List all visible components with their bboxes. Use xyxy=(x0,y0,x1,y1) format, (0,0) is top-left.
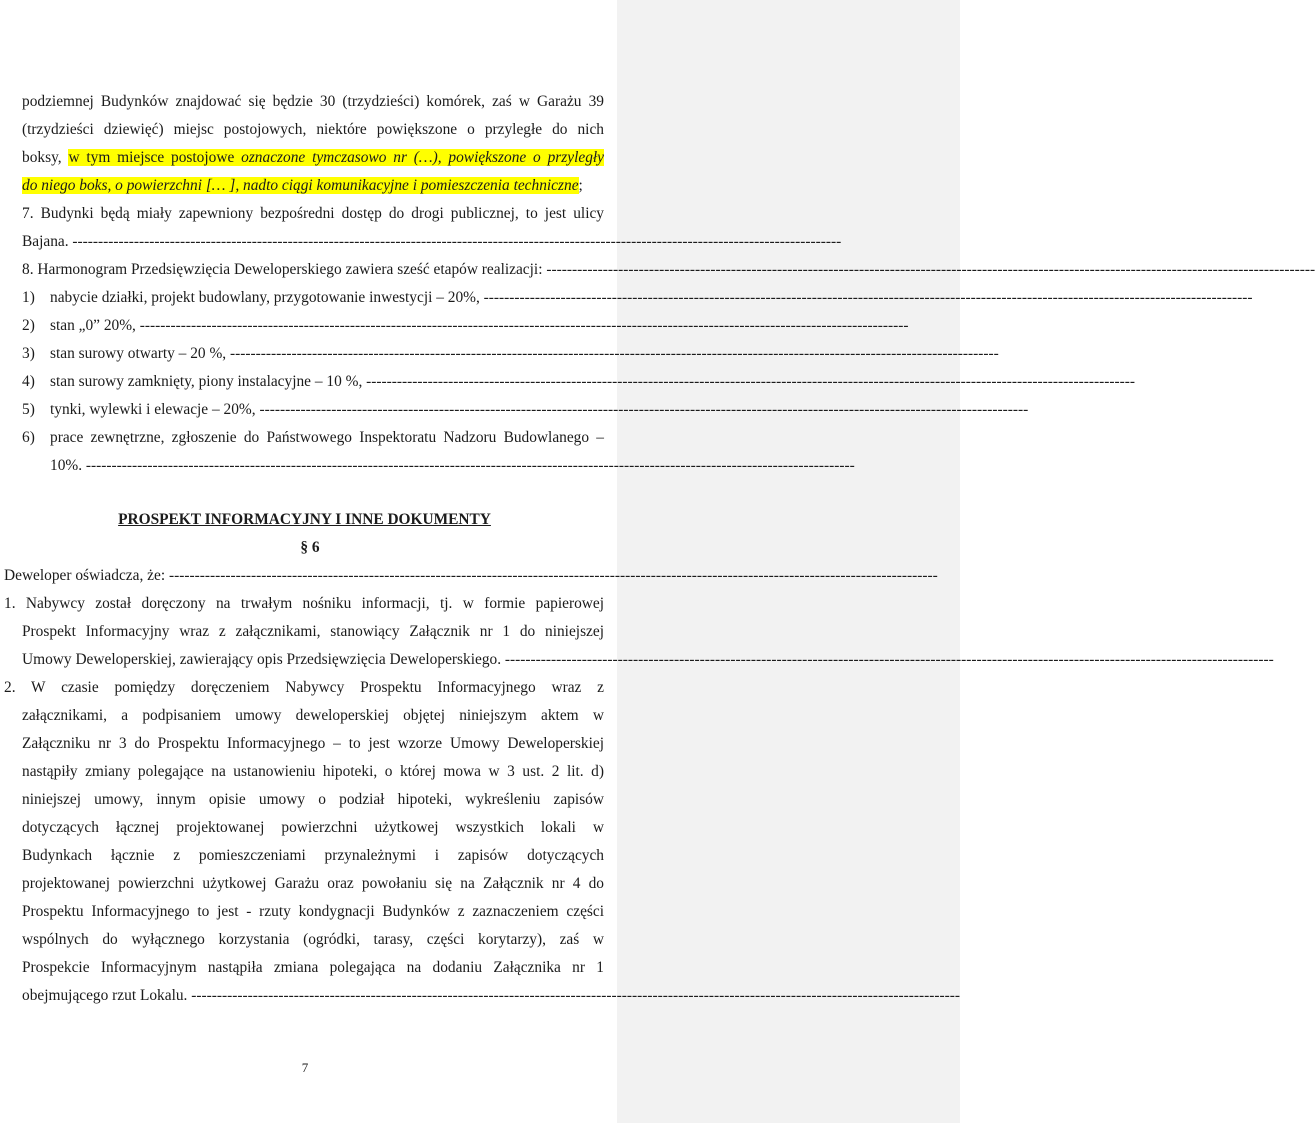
schedule-item: 4) stan surowy zamknięty, piony instalacyjne – 10 %, ------------------------------------------------------------------------------------------------------------------------------------------------------ xyxy=(22,370,604,394)
highlighted-italic-text: do niego boks, o powierzchni [… ], nadto ciągi komunikacyjne i pomieszczenia techniczne xyxy=(22,177,579,194)
text-line: wspólnych do wyłącznego korzystania (ogródki, tarasy, części korytarzy), zaś w xyxy=(22,931,604,948)
text-line: boksy, w tym miejsce postojowe oznaczone tymczasowo nr (…), powiększone o przyległy xyxy=(22,149,604,166)
schedule-item: 3) stan surowy otwarty – 20 %, ------------------------------------------------------------------------------------------------------------------------------------------------------ xyxy=(22,342,604,366)
dash-filler: ------------------------------------------------------------------------------------------------------------------------------------------------------ xyxy=(362,373,1135,390)
text-line: 2. W czasie pomiędzy doręczeniem Nabywcy Prospektu Informacyjnego wraz z xyxy=(4,679,604,696)
dash-filler: ------------------------------------------------------------------------------------------------------------------------------------------------------ xyxy=(68,233,842,250)
text-line: Prospekcie Informacyjnym nastąpiła zmiana polegająca na dodaniu Załącznika nr 1 xyxy=(22,959,604,976)
section-lead: Deweloper oświadcza, że: ------------------------------------------------------------------------------------------------------------------------------------------------------ xyxy=(4,564,604,588)
dash-filler: ------------------------------------------------------------------------------------------------------------------------------------------------------ xyxy=(226,345,999,362)
schedule-item: 1) nabycie działki, projekt budowlany, przygotowanie inwestycji – 20%, ------------------------------------------------------------------------------------------------------------------------------------------------------ xyxy=(22,286,604,310)
text-line: do niego boks, o powierzchni [… ], nadto ciągi komunikacyjne i pomieszczenia techniczne; xyxy=(22,177,583,194)
schedule-item: 2) stan „0” 20%, ------------------------------------------------------------------------------------------------------------------------------------------------------ xyxy=(22,314,604,338)
text-line: Umowy Deweloperskiej, zawierający opis Przedsięwzięcia Deweloperskiego. ------------------------------------------------------------------------------------------------------------------------------------------------------ xyxy=(22,648,604,672)
text-line: obejmującego rzut Lokalu. ------------------------------------------------------------------------------------------------------------------------------------------------------ xyxy=(22,984,604,1008)
text-line: nastąpiły zmiany polegające na ustanowieniu hipoteki, o której mowa w 3 ust. 2 lit. d) xyxy=(22,763,604,780)
text-line: 1. Nabywcy został doręczony na trwałym nośniku informacji, tj. w formie papierowej xyxy=(4,595,604,612)
text-line: Załączniku nr 3 do Prospektu Informacyjnego – to jest wzorze Umowy Deweloperskiej xyxy=(22,735,604,752)
dash-filler: ------------------------------------------------------------------------------------------------------------------------------------------------------ xyxy=(82,457,855,474)
text-line: Prospektu Informacyjnego to jest - rzuty kondygnacji Budynków z zaznaczeniem części xyxy=(22,903,604,920)
schedule-item-continuation: 10%. ------------------------------------------------------------------------------------------------------------------------------------------------------ xyxy=(50,454,604,478)
text-line: niniejszej umowy, innym opisie umowy o podział hipoteki, wykreśleniu zapisów xyxy=(22,791,604,808)
section-heading: PROSPEKT INFORMACYJNY I INNE DOKUMENTY xyxy=(118,511,491,528)
dash-filler: ------------------------------------------------------------------------------------------------------------------------------------------------------ xyxy=(501,651,1274,668)
dash-filler: ------------------------------------------------------------------------------------------------------------------------------------------------------ xyxy=(187,987,961,1004)
schedule-intro: 8. Harmonogram Przedsięwzięcia Deweloperskiego zawiera sześć etapów realizacji: ------------------------------------------------------------------------------------------------------------------------------------------------------ xyxy=(22,258,604,282)
dash-filler: ------------------------------------------------------------------------------------------------------------------------------------------------------ xyxy=(165,567,938,584)
text-line: załącznikami, a podpisaniem umowy deweloperskiej objętej niniejszym aktem w xyxy=(22,707,604,724)
schedule-item: 5) tynki, wylewki i elewacje – 20%, ------------------------------------------------------------------------------------------------------------------------------------------------------ xyxy=(22,398,604,422)
text-line: projektowanej powierzchni użytkowej Garażu oraz powołaniu się na Załącznik nr 4 do xyxy=(22,875,604,892)
text-line: 7. Budynki będą miały zapewniony bezpośredni dostęp do drogi publicznej, to jest ulicy xyxy=(22,205,604,222)
dash-filler: ------------------------------------------------------------------------------------------------------------------------------------------------------ xyxy=(255,401,1029,418)
highlighted-text: w tym miejsce postojowe xyxy=(68,149,242,166)
dash-filler: ------------------------------------------------------------------------------------------------------------------------------------------------------ xyxy=(542,261,1315,278)
text-line: Prospekt Informacyjny wraz z załącznikami, stanowiący Załącznik nr 1 do niniejszej xyxy=(22,623,604,640)
dash-filler: ------------------------------------------------------------------------------------------------------------------------------------------------------ xyxy=(135,317,909,334)
text-line: Budynkach łącznie z pomieszczeniami przynależnymi i zapisów dotyczących xyxy=(22,847,604,864)
schedule-item: 6) prace zewnętrzne, zgłoszenie do Państwowego Inspektoratu Nadzoru Budowlanego – xyxy=(22,429,604,446)
text-line: dotyczących łącznej projektowanej powierzchni użytkowej wszystkich lokali w xyxy=(22,819,604,836)
paragraph-number: § 6 xyxy=(300,539,320,556)
highlighted-italic-text: oznaczone tymczasowo nr (…), powiększone o przyległy xyxy=(241,149,604,166)
text-line: (trzydzieści dziewięć) miejsc postojowych, niektóre powiększone o przyległe do nich xyxy=(22,121,604,138)
dash-filler: ------------------------------------------------------------------------------------------------------------------------------------------------------ xyxy=(479,289,1253,306)
page-number: 7 xyxy=(301,1060,309,1075)
text-line: Bajana. ------------------------------------------------------------------------------------------------------------------------------------------------------ xyxy=(22,230,604,254)
comment-margin-panel xyxy=(617,0,960,1123)
text-line: podziemnej Budynków znajdować się będzie 30 (trzydzieści) komórek, zaś w Garażu 39 xyxy=(22,93,604,110)
